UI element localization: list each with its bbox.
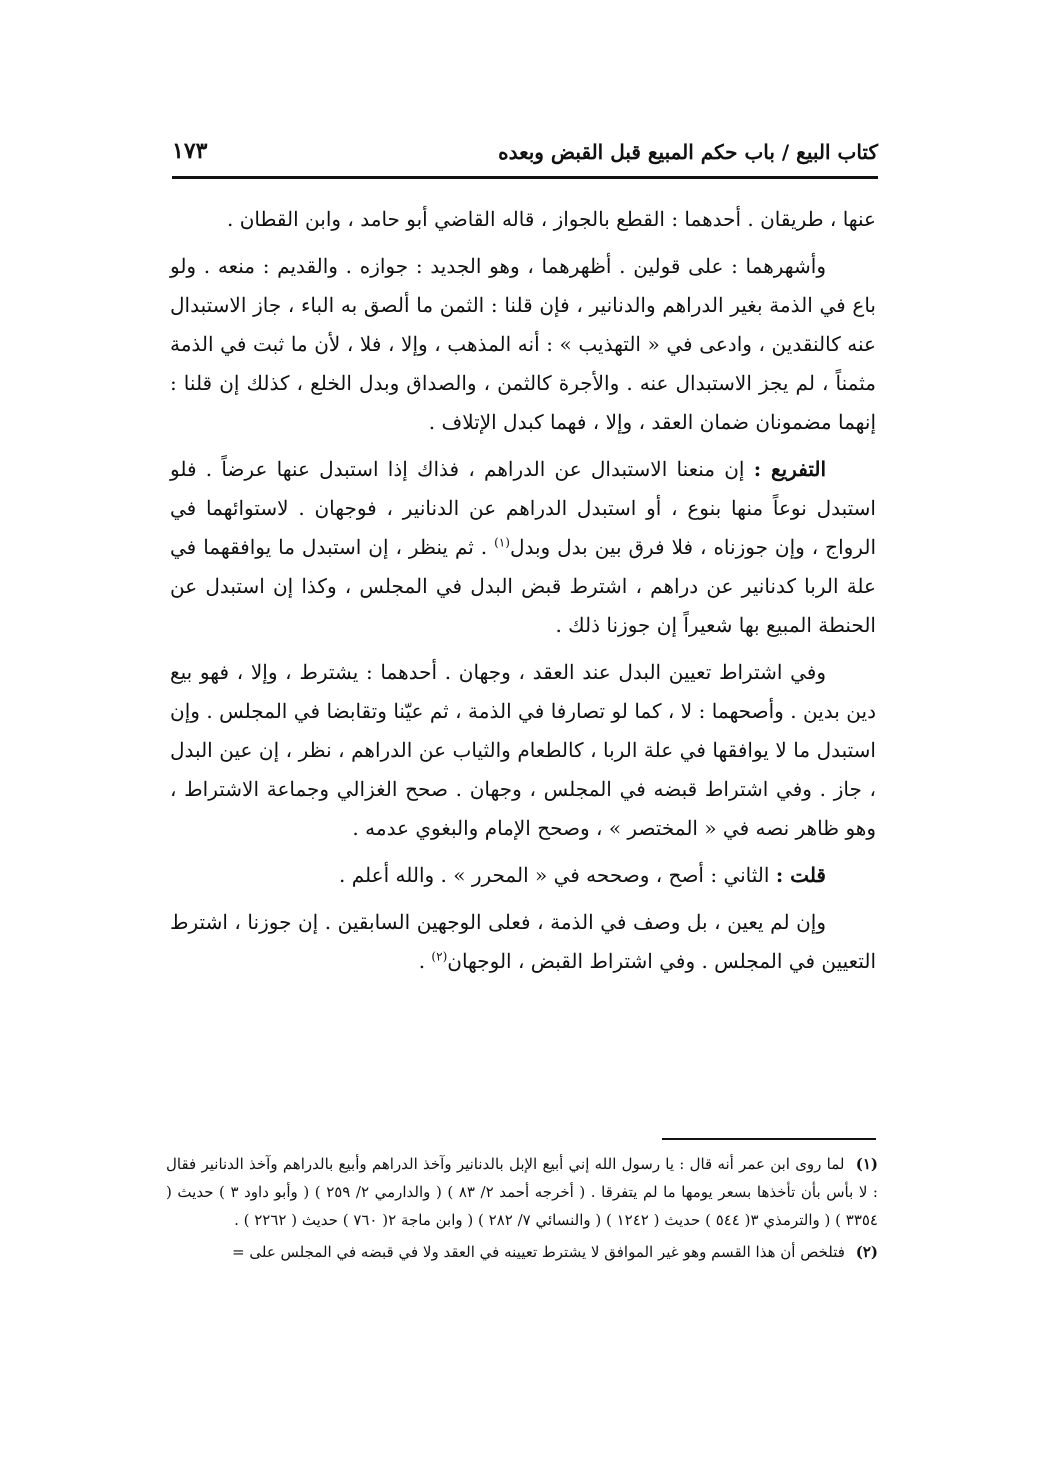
footnote-2-number: (٢) (855, 1243, 878, 1261)
paragraph-6-end: . (418, 949, 426, 973)
header-title: كتاب البيع / باب حكم المبيع قبل القبض وبعده (498, 140, 878, 164)
page-number: ١٧٣ (172, 138, 208, 164)
footnote-1-text: لما روى ابن عمر أنه قال : يا رسول الله إني أبيع الإبل بالدنانير وآخذ الدراهم وأبيع بالدراهم وآخذ الدنانير فقال : لا بأس بأن تأخذها بسعر يومها ما لم يتفرقا . ( أخرجه أحمد ٢/ ٨٣ ) ( والدارمي ٢/ ٢٥٩ ) ( وأبو داود ٣ ) حديث ( ٣٣٥٤ ) ( والترمذي ٣( ٥٤٤ ) حديث ( ١٢٤٢ ) ( والنسائي ٧/ ٢٨٢ ) ( وابن ماجة ٢( ٧٦٠ ) حديث ( ٢٢٦٢ ) . (166, 1155, 878, 1229)
paragraph-3-text-a: إن منعنا الاستبدال عن الدراهم ، فذاك إذا استبدل عنها عرضاً . فلو استبدل نوعاً منها بنوع ، أو استبدل الدراهم عن الدنانير ، فوجهان . لاستوائهما في الرواج ، وإن جوزناه ، فلا فرق بين بدل وبدل (170, 457, 876, 559)
paragraph-1: عنها ، طريقان . أحدهما : القطع بالجواز ، قاله القاضي أبو حامد ، وابن القطان . (227, 207, 876, 231)
footnote-ref-1: (١) (494, 535, 510, 550)
footnote-1-number: (١) (855, 1155, 878, 1173)
paragraph-4: وفي اشتراط تعيين البدل عند العقد ، وجهان . أحدهما : يشترط ، وإلا ، فهو بيع دين بدين . وأصحهما : لا ، كما لو تصارفا في الذمة ، ثم عيّنا وتقابضا في المجلس . وإن استبدل ما لا يوافقها في علة الربا ، كالطعام والثياب عن الدراهم ، نظر ، إن عين البدل ، جاز . وفي اشتراط قبضه في المجلس ، وجهان . صحح الغزالي وجماعة الاشتراط ، وهو ظاهر نصه في « المختصر » ، وصحح الإمام والبغوي عدمه . (170, 660, 876, 840)
body-text (170, 200, 876, 989)
running-header (172, 136, 878, 176)
footnote-1 (166, 1150, 878, 1234)
paragraph-5 (170, 856, 876, 895)
paragraph-2: وأشهرهما : على قولين . أظهرهما ، وهو الجديد : جوازه . والقديم : منعه . ولو باع في الذمة بغير الدراهم والدنانير ، فإن قلنا : الثمن ما ألصق به الباء ، جاز الاستبدال عنه كالنقدين ، وادعى في « التهذيب » : أنه المذهب ، وإلا ، فلا ، لأن ما ثبت في الذمة مثمناً ، لم يجز الاستبدال عنه . والأجرة كالثمن ، والصداق وبدل الخلع ، كذلك إن قلنا : إنهما مضمونان ضمان العقد ، وإلا ، فهما كبدل الإتلاف . (170, 254, 876, 434)
footnote-ref-2: (٢) (431, 949, 448, 964)
footnote-2-text: فتلخص أن هذا القسم وهو غير الموافق لا يشترط تعيينه في العقد ولا في قبضه في المجلس على = (232, 1243, 845, 1261)
paragraph-3-lead: التفريع : (753, 457, 827, 481)
paragraph-5-text: الثاني : أصح ، وصححه في « المحرر » . والله أعلم . (339, 863, 770, 887)
paragraph-6 (170, 903, 876, 981)
paragraph-6-text: وإن لم يعين ، بل وصف في الذمة ، فعلى الوجهين السابقين . إن جوزنا ، اشترط التعيين في المجلس . وفي اشتراط القبض ، الوجهان (170, 910, 876, 973)
paragraph-3-text-b: . ثم ينظر ، إن استبدل ما يوافقهما في علة الربا كدنانير عن دراهم ، اشترط قبض البدل في المجلس ، وكذا إن استبدل عن الحنطة المبيع بها شعيراً إن جوزنا ذلك . (170, 535, 876, 637)
footnote-2 (166, 1238, 878, 1266)
paragraph-5-lead: قلت : (775, 863, 826, 887)
footnotes (166, 1150, 878, 1270)
header-rule (172, 176, 878, 179)
footnote-rule (662, 1138, 876, 1140)
paragraph-3 (170, 450, 876, 645)
